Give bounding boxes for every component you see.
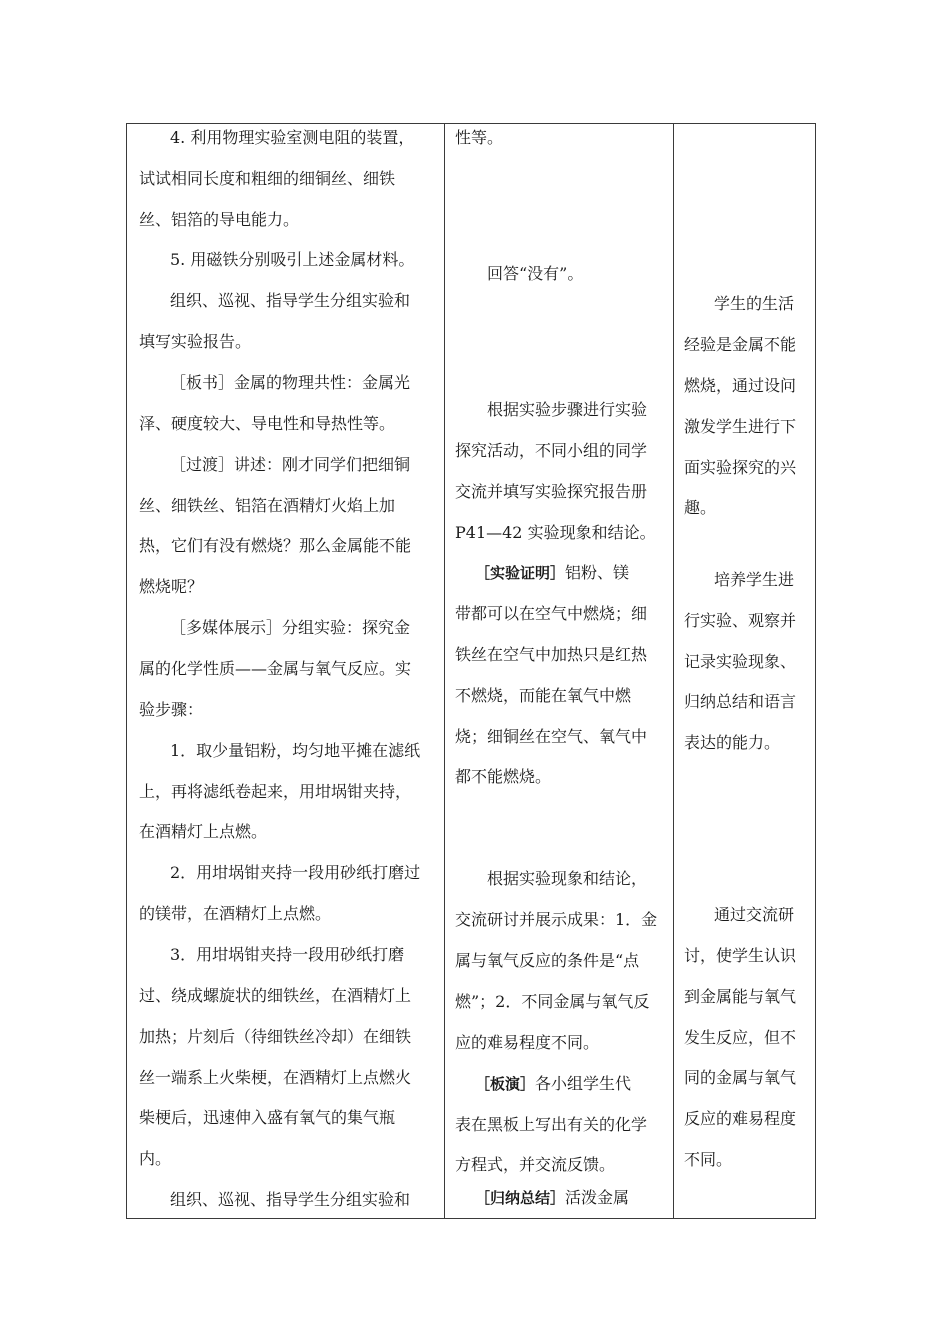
- text-line: 发生反应，但不: [684, 1028, 797, 1047]
- text-line: 探究活动，不同小组的同学: [455, 441, 648, 460]
- text-line: 根据实验现象和结论，: [487, 869, 648, 888]
- text-span: 铝粉、镁: [565, 563, 630, 582]
- text-line: 组织、巡视、指导学生分组实验和: [170, 291, 411, 310]
- text-line: 面实验探究的兴: [684, 458, 797, 477]
- text-span: 活泼金属: [565, 1188, 630, 1207]
- text-line: ［过渡］讲述：刚才同学们把细铜: [170, 455, 411, 474]
- bold-label: ［归纳总结］: [475, 1189, 566, 1207]
- student-activity-column: [445, 124, 673, 1218]
- text-line: 培养学生进: [714, 570, 795, 589]
- text-line: 属的化学性质——金属与氧气反应。实: [139, 659, 412, 678]
- text-line: 内。: [139, 1149, 172, 1168]
- text-line: 交流研讨并展示成果：1．金: [455, 910, 658, 929]
- text-span: 各小组学生代: [535, 1074, 632, 1093]
- text-line: 过、绕成螺旋状的细铁丝，在酒精灯上: [139, 986, 412, 1005]
- text-line: 不燃烧，而能在氧气中燃: [455, 686, 632, 705]
- text-line: 根据实验步骤进行实验: [487, 400, 648, 419]
- text-line: 表达的能力。: [684, 733, 781, 752]
- text-line: 交流并填写实验探究报告册: [455, 482, 648, 501]
- text-line: 燃烧呢？: [139, 577, 204, 596]
- text-line: 燃烧，通过设问: [684, 376, 797, 395]
- text-line: 带都可以在空气中燃烧；细: [455, 604, 648, 623]
- text-line: 性等。: [455, 128, 504, 147]
- text-line: 趣。: [684, 498, 717, 517]
- text-line: [475, 1188, 629, 1208]
- text-line: 到金属能与氧气: [684, 987, 797, 1006]
- text-line: 2．用坩埚钳夹持一段用砂纸打磨过: [170, 863, 421, 882]
- text-line: 属与氧气反应的条件是“点: [455, 951, 640, 970]
- teacher-activity-column: [127, 124, 444, 1218]
- text-line: 同的金属与氧气: [684, 1068, 797, 1087]
- text-line: 经验是金属不能: [684, 335, 797, 354]
- lesson-table: [126, 123, 816, 1219]
- text-line: 表在黑板上写出有关的化学: [455, 1115, 648, 1134]
- text-line: ［多媒体展示］分组实验：探究金: [170, 618, 411, 637]
- text-line: 试试相同长度和粗细的细铜丝、细铁: [139, 169, 396, 188]
- text-line: [475, 1074, 631, 1094]
- text-line: 丝、细铁丝、铝箔在酒精灯火焰上加: [139, 496, 396, 515]
- text-line: 燃”；2．不同金属与氧气反: [455, 992, 650, 1011]
- text-line: 反应的难易程度: [684, 1109, 797, 1128]
- text-line: 方程式，并交流反馈。: [455, 1155, 616, 1174]
- text-line: ［板书］金属的物理共性：金属光: [170, 373, 411, 392]
- text-line: 1．取少量铝粉，均匀地平摊在滤纸: [170, 741, 421, 760]
- bold-label: ［板演］: [475, 1075, 536, 1093]
- design-intent-column: [674, 124, 816, 1218]
- text-line: 3．用坩埚钳夹持一段用砂纸打磨: [170, 945, 405, 964]
- text-line: 记录实验现象、: [684, 652, 797, 671]
- text-line: 4. 利用物理实验室测电阻的装置，: [170, 128, 415, 147]
- text-line: 都不能燃烧。: [455, 767, 552, 786]
- text-line: 行实验、观察并: [684, 611, 797, 630]
- text-line: 通过交流研: [714, 905, 795, 924]
- text-line: 组织、巡视、指导学生分组实验和: [170, 1190, 411, 1209]
- bold-label: ［实验证明］: [475, 564, 566, 582]
- text-line: 上，再将滤纸卷起来，用坩埚钳夹持，: [139, 782, 412, 801]
- text-line: 加热；片刻后（待细铁丝冷却）在细铁: [139, 1027, 412, 1046]
- text-line: 不同。: [684, 1150, 733, 1169]
- text-line: 应的难易程度不同。: [455, 1033, 600, 1052]
- text-line: 验步骤：: [139, 700, 204, 719]
- text-line: 激发学生进行下: [684, 417, 797, 436]
- text-line: 丝一端系上火柴梗，在酒精灯上点燃火: [139, 1068, 412, 1087]
- text-line: 热，它们有没有燃烧？那么金属能不能: [139, 536, 412, 555]
- text-line: 的镁带，在酒精灯上点燃。: [139, 904, 332, 923]
- text-line: P41—42 实验现象和结论。: [455, 523, 656, 542]
- text-line: 填写实验报告。: [139, 332, 252, 351]
- text-line: 柴梗后，迅速伸入盛有氧气的集气瓶: [139, 1108, 396, 1127]
- text-line: 烧；细铜丝在空气、氧气中: [455, 727, 648, 746]
- text-line: 5. 用磁铁分别吸引上述金属材料。: [170, 250, 415, 269]
- text-line: 铁丝在空气中加热只是红热: [455, 645, 648, 664]
- text-line: 学生的生活: [714, 294, 795, 313]
- text-line: 泽、硬度较大、导电性和导热性等。: [139, 414, 396, 433]
- text-line: 讨，使学生认识: [684, 946, 797, 965]
- text-line: 归纳总结和语言: [684, 692, 797, 711]
- text-line: 丝、铝箔的导电能力。: [139, 210, 300, 229]
- text-line: 回答“没有”。: [487, 264, 584, 283]
- text-line: [475, 563, 629, 583]
- text-line: 在酒精灯上点燃。: [139, 822, 268, 841]
